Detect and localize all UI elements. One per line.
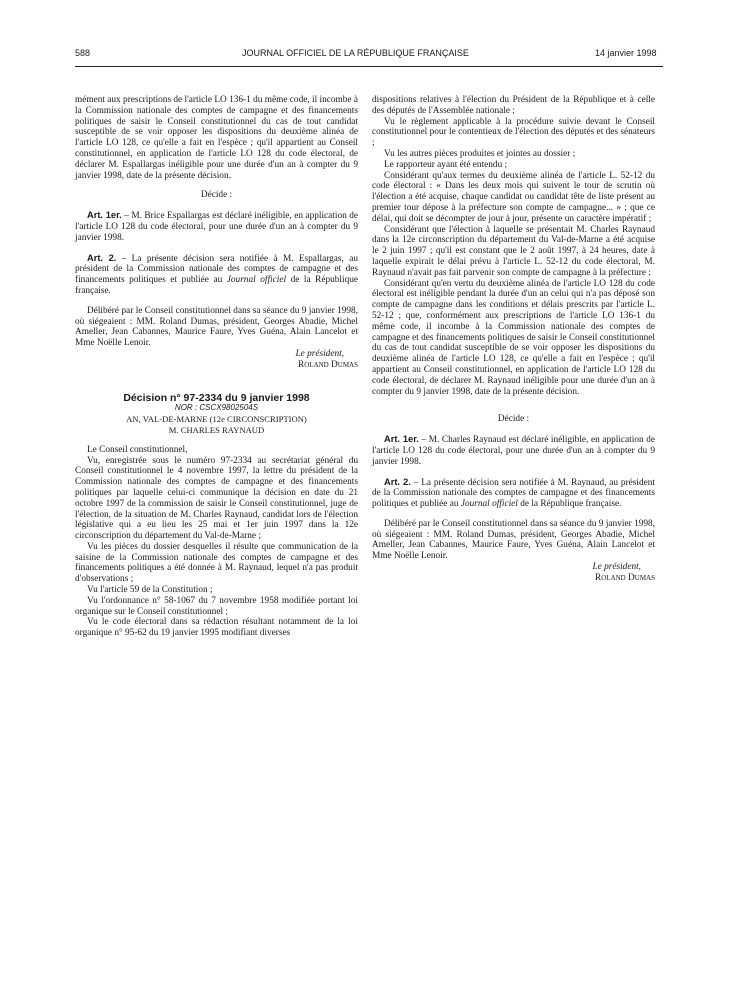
article-2 [372, 477, 655, 510]
page-number: 588 [75, 48, 91, 58]
article-1 [372, 434, 655, 467]
visa: Vu, enregistrée sous le numéro 97-2334 au secrétariat général du Conseil constitutionnel le 4 novembre 1997, la lettre du président de la Commission nationale des comptes de campagne et des financements politiques par laquelle celui-ci communique la décision en date du 21 octobre 1997 de la commission de saisir le Conseil constitutionnel, juge de l'élection, de la situation de M. Charles Raynaud, candidat lors de l'élection législative qui a eu lieu les 25 mai et 1er juin 1997 dans la 12e circonscription du département du Val-de-Marne ; [75, 455, 358, 542]
article-text: – La présente décision sera notifiée à M. Espallargas, au président de la Commission nationale des comptes de campagne et des financements politiques et publiée au [75, 253, 358, 286]
article-text: – La présente décision sera notifiée à M. Raynaud, au président de la Commission nationale des comptes de campagne et des financements politiques et publiée au [372, 477, 655, 510]
issue-date: 14 janvier 1998 [595, 48, 657, 58]
article-label: Art. 2. [384, 476, 411, 487]
article-1 [75, 210, 358, 243]
visa: Vu le code électoral dans sa rédaction résultant notamment de la loi organique n° 95-62 du 19 janvier 1995 modifiant diverses [75, 617, 358, 639]
visa: Vu l'ordonnance n° 58-1067 du 7 novembre 1958 modifiée portant loi organique sur le Conseil constitutionnel ; [75, 595, 358, 617]
left-column [75, 95, 358, 639]
candidate-name: M. CHARLES RAYNAUD [168, 424, 265, 435]
visa: Le rapporteur ayant été entendu ; [384, 159, 508, 170]
considerant: Considérant qu'aux termes du deuxième alinéa de l'article L. 52-12 du code électoral : « Dans les deux mois qui suivent le tour de scrutin où l'élection a été acquise, chaque candidat ou candidat tête de liste présent au premier tour dépose à la préfecture son compte de campagne... » ; que ce délai, qui doit se décompter de jour à jour, présente un caractère impératif ; [372, 170, 655, 224]
visa: Vu le règlement applicable à la procédure suivie devant le Conseil constitutionnel pour le contentieux de l'élection des députés et des sénateurs ; [372, 116, 655, 149]
visa: Vu l'article 59 de la Constitution ; [87, 585, 213, 596]
right-column [372, 95, 655, 584]
decide-heading: Décide : [497, 414, 530, 425]
considerant: Considérant que l'élection à laquelle se présentait M. Charles Raynaud dans la 12e circonscription du département du Val-de-Marne a été acquise le 2 juin 1997 ; qu'il est constant que le 2 août 1997, à 24 heures, date à laquelle expirait le délai prévu à l'article L. 52-12 du code électoral, M. Raynaud n'avait pas fait parvenir son compte de campagne à la préfecture ; [372, 224, 655, 278]
circonscription: AN, VAL-DE-MARNE (12e CIRCONSCRIPTION) [126, 414, 307, 425]
paragraph: dispositions relatives à l'élection du Président de la République et à celle des députés de l'Assemblée nationale ; [372, 95, 655, 116]
decide-heading: Décide : [200, 190, 233, 201]
journal-name: Journal officiel [226, 275, 287, 286]
article-label: Art. 1er. [87, 210, 122, 221]
visa: Vu les pièces du dossier desquelles il résulte que communication de la saisine de la Commission nationale des comptes de campagne et des financements politiques a été donnée à M. Raynaud, lequel n'a pas produit d'observations ; [75, 541, 358, 585]
paragraph: Le Conseil constitutionnel, [87, 444, 188, 455]
deliberation: Délibéré par le Conseil constitutionnel dans sa séance du 9 janvier 1998, où siégeaient : MM. Roland Dumas, président, Georges Abadie, Michel Ameller, Jean Cabannes, Maurice Faure, Yves Guéna, Alain Lancelot et Mme Noëlle Lenoir. [372, 518, 655, 562]
considerant: Considérant qu'en vertu du deuxième alinéa de l'article LO 128 du code électoral est inéligible pendant la durée d'un an celui qui n'a pas déposé son compte de campagne dans les conditions et délais prescrits par l'article L. 52-12 ; que, conformément aux prescriptions de l'article LO 136-1 du même code, il incombe à la Commission nationale des comptes de campagne et des financements politiques de saisir le Conseil constitutionnel du cas de tout candidat susceptible de se voir opposer les dispositions du deuxième alinéa de l'article LO 128, ce qu'elle a fait en l'espèce ; qu'il appartient au Conseil constitutionnel, en application de l'article LO 128 du code électoral, de déclarer M. Raynaud inéligible pour une durée d'un an à compter du 9 janvier 1998, date de la présente décision. [372, 278, 655, 397]
article-label: Art. 1er. [384, 434, 419, 445]
paragraph: mément aux prescriptions de l'article LO 136-1 du même code, il incombe à la Commission nationale des comptes de campagne et des financements politiques de saisir le Conseil constitutionnel du cas de tout candidat susceptible de se voir opposer les dispositions du deuxième alinéa de l'article LO 128, ce qu'elle a fait en l'espèce ; qu'il appartient au Conseil constitutionnel, en application de l'article LO 128 du code électoral, de déclarer M. Espallargas inéligible pour une durée d'un an à compter du 9 janvier 1998, date de la présente décision. [75, 95, 358, 181]
signature-name: Roland Dumas [595, 572, 655, 583]
article-text: de la République française. [517, 499, 622, 510]
article-text: de la République française. [75, 275, 359, 296]
signature-title: Le président, [295, 348, 344, 359]
article-label: Art. 2. [87, 252, 117, 263]
article-text: – M. Charles Raynaud est déclaré inéligible, en application de l'article LO 128 du code électoral, pour une durée d'un an à compter du 9 janvier 1998. [372, 435, 655, 467]
header-rule [75, 66, 663, 67]
journal-name: Journal officiel [460, 499, 518, 510]
decision-title: Décision n° 97-2334 du 9 janvier 1998 [123, 391, 310, 404]
visa: Vu les autres pièces produites et jointes au dossier ; [384, 148, 576, 159]
signature-name: Roland Dumas [298, 359, 358, 370]
journal-title: JOURNAL OFFICIEL DE LA RÉPUBLIQUE FRANÇAISE [242, 48, 469, 58]
article-2 [75, 253, 358, 297]
signature-title: Le président, [592, 562, 641, 573]
deliberation: Délibéré par le Conseil constitutionnel dans sa séance du 9 janvier 1998, où siégeaient : MM. Roland Dumas, président, Georges Abadie, Michel Ameller, Jean Cabannes, Maurice Faure, Yves Guéna, Alain Lancelot et Mme Noëlle Lenoir. [75, 305, 358, 349]
article-text: – M. Brice Espallargas est déclaré inéligible, en application de l'article LO 128 du code électoral, pour une durée d'un an à compter du 9 janvier 1998. [75, 211, 358, 243]
nor-reference: NOR : CSCX9802504S [174, 403, 259, 413]
